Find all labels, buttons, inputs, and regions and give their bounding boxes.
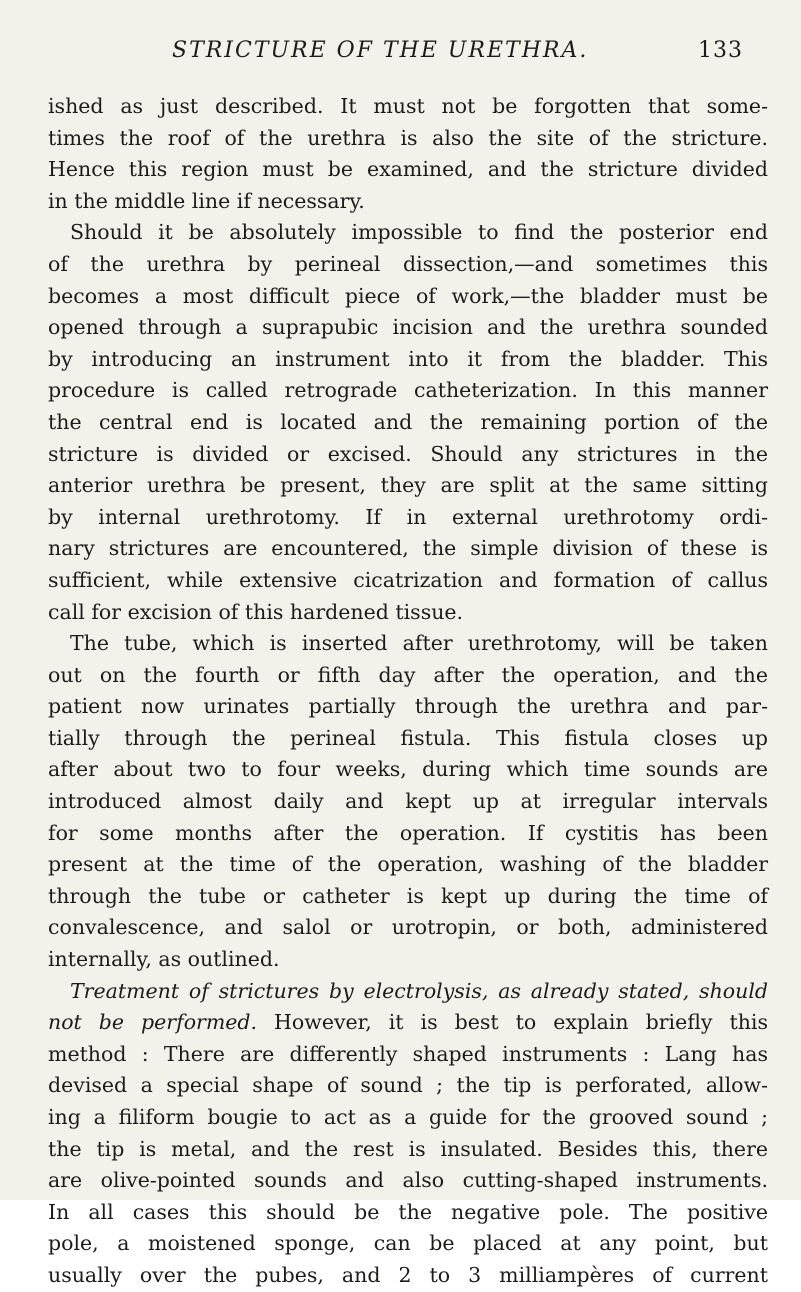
text-line: sufficient, while extensive cicatrization and formation of callus [48, 567, 768, 592]
text-line: the tip is metal, and the rest is insulated. Besides this, there [48, 1136, 768, 1161]
text-line: ished as just described. It must not be forgotten that some- [48, 94, 768, 118]
text-line: for some months after the operation. If cystitis has been [48, 820, 768, 845]
text-line: patient now urinates partially through the urethra and par- [48, 694, 768, 719]
text-line: introduced almost daily and kept up at irregular intervals [48, 789, 768, 814]
text-line: In all cases this should be the negative pole. The positive [48, 1199, 768, 1224]
running-title: STRICTURE OF THE URETHRA. [172, 38, 589, 63]
text-line: ing a filiform bougie to act as a guide for the grooved sound ; [48, 1105, 768, 1129]
text-line: through the tube or catheter is kept up during the time of [48, 883, 768, 908]
text-line: tially through the perineal fistula. This fistula closes up [48, 725, 768, 750]
text-line: present at the time of the operation, washing of the bladder [48, 852, 768, 877]
text-line: call for excision of this hardened tissue. [48, 599, 464, 624]
text-line: becomes a most difficult piece of work,—the bladder must be [48, 283, 768, 308]
text-line: devised a special shape of sound ; the tip is perforated, allow- [48, 1073, 768, 1098]
text-line-mixed [48, 1007, 768, 1039]
text-line: nary strictures are encountered, the simple division of these is [48, 536, 768, 561]
text-line: Hence this region must be examined, and the stricture divided [48, 157, 768, 182]
body-text [48, 91, 768, 1292]
text-line: internally, as outlined. [48, 947, 280, 972]
text-line: opened through a suprapubic incision and the urethra sounded [48, 315, 768, 340]
text-line: The tube, which is inserted after urethrotomy, will be taken [70, 631, 768, 656]
text-line: the central end is located and the remaining portion of the [48, 409, 768, 434]
text-line: stricture is divided or excised. Should any strictures in the [48, 441, 768, 466]
text-line: convalescence, and salol or urotropin, or both, administered [48, 915, 768, 940]
text-line: usually over the pubes, and 2 to 3 milliampères of current [48, 1262, 768, 1287]
text-line: times the roof of the urethra is also the site of the stricture. [48, 125, 768, 150]
text-line: Should it be absolutely impossible to find the posterior end [70, 220, 768, 245]
roman-run: However, it is best to explain briefly this [257, 1010, 768, 1035]
text-line: after about two to four weeks, during which time sounds are [48, 757, 768, 782]
text-line: of the urethra by perineal dissection,—and sometimes this [48, 251, 768, 276]
text-line: by internal urethrotomy. If in external urethrotomy ordi- [48, 504, 768, 529]
text-line: pole, a moistened sponge, can be placed at any point, but [48, 1231, 768, 1256]
text-line: anterior urethra be present, they are split at the same sitting [48, 473, 768, 498]
italic-heading-line: Treatment of strictures by electrolysis, as already stated, should [70, 978, 768, 1003]
text-line: in the middle line if necessary. [48, 188, 365, 213]
text-line: method : There are differently shaped instruments : Lang has [48, 1041, 768, 1066]
text-line: by introducing an instrument into it from the bladder. This [48, 346, 768, 371]
text-line: procedure is called retrograde catheterization. In this manner [48, 378, 768, 403]
italic-run: not be performed. [48, 1010, 258, 1035]
text-line: out on the fourth or fifth day after the operation, and the [48, 662, 768, 687]
running-head [172, 38, 743, 72]
page-number: 133 [698, 38, 743, 63]
text-line: are olive-pointed sounds and also cutting-shaped instruments. [48, 1168, 768, 1193]
